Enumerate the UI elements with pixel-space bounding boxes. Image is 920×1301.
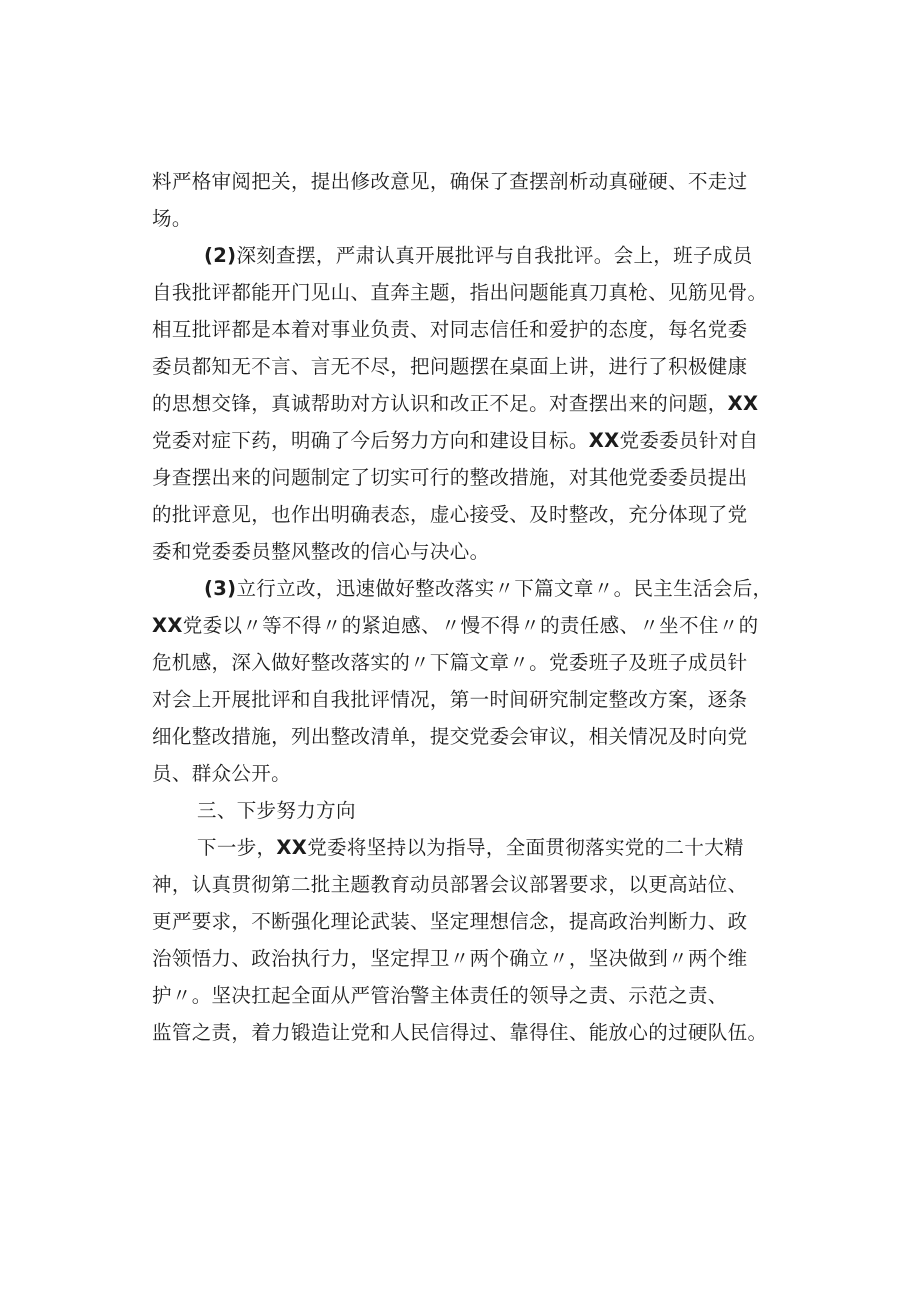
text-segment: 党委将坚持以为指导，全面贯彻落实党的二十大精 (307, 836, 744, 859)
paragraph-3-first-line (152, 570, 773, 607)
paragraph-4-first-line (152, 829, 768, 866)
text-segment: 党委以〃等不得〃的紧迫感、〃慢不得〃的责任感、〃坐不住〃的 (182, 614, 759, 637)
text-line: 治领悟力、政治执行力，坚定捍卫〃两个确立〃，坚决做到〃两个维 (152, 947, 748, 970)
text-line: 的批评意见，也作出明确表态，虚心接受、及时整改，充分体现了党 (152, 503, 748, 526)
xx-placeholder: XX (152, 614, 183, 637)
section-heading: 三、下步努力方向 (197, 799, 356, 822)
text-segment: 党委委员针对自 (619, 429, 759, 452)
text-line: 委和党委委员整风整改的信心与决心。 (152, 540, 490, 563)
text-segment: 党委对症下药，明确了今后努力方向和建设目标。 (152, 429, 589, 452)
text-line: 深刻查摆，严肃认真开展批评与自我批评。会上，班子成员 (236, 244, 753, 267)
text-line: 自我批评都能开门见山、直奔主题，指出问题能真刀真枪、见筋见骨。 (152, 281, 768, 304)
text-line (152, 607, 768, 644)
text-line: 相互批评都是本着对事业负责、对同志信任和爱护的态度，每名党委 (152, 318, 748, 341)
text-line: 员、群众公开。 (152, 762, 291, 785)
text-line (152, 385, 768, 422)
text-line: 委员都知无不言、言无不尽，把问题摆在桌面上讲，进行了积极健康 (152, 355, 748, 378)
text-segment: 的思想交锋，真诚帮助对方认识和改正不足。对查摆出来的问题， (152, 392, 728, 415)
paragraph-number: (2) (204, 244, 237, 267)
xx-placeholder: XX (727, 392, 759, 415)
text-line (152, 422, 768, 459)
text-line: 立行立改，迅速做好整改落实〃下篇文章〃。民主生活会后， (236, 577, 773, 600)
text-segment: 下一步， (197, 836, 277, 859)
text-line: 对会上开展批评和自我批评情况，第一时间研究制定整改方案，逐条 (152, 688, 748, 711)
text-line: 身查摆出来的问题制定了切实可行的整改措施，对其他党委委员提出 (152, 466, 748, 489)
paragraph-2-first-line (152, 237, 768, 274)
text-line: 料严格审阅把关，提出修改意见，确保了查摆剖析动真碰硬、不走过 (152, 170, 748, 193)
paragraph-number: (3) (204, 577, 237, 600)
xx-placeholder: XX (588, 429, 620, 452)
text-line: 神，认真贯彻第二批主题教育动员部署会议部署要求，以更高站位、 (152, 873, 748, 896)
text-line: 危机感，深入做好整改落实的〃下篇文章〃。党委班子及班子成员针 (152, 651, 748, 674)
xx-placeholder: XX (276, 836, 308, 859)
document-body (152, 163, 773, 1051)
text-line: 更严要求，不断强化理论武装、坚定理想信念，提高政治判断力、政 (152, 910, 748, 933)
text-line: 护〃。坚决扛起全面从严管治警主体责任的领导之责、示范之责、 (152, 984, 728, 1007)
text-line: 场。 (152, 207, 192, 230)
text-line: 监管之责，着力锻造让党和人民信得过、靠得住、能放心的过硬队伍。 (152, 1021, 768, 1044)
text-line: 细化整改措施，列出整改清单，提交党委会审议，相关情况及时向党 (152, 725, 748, 748)
